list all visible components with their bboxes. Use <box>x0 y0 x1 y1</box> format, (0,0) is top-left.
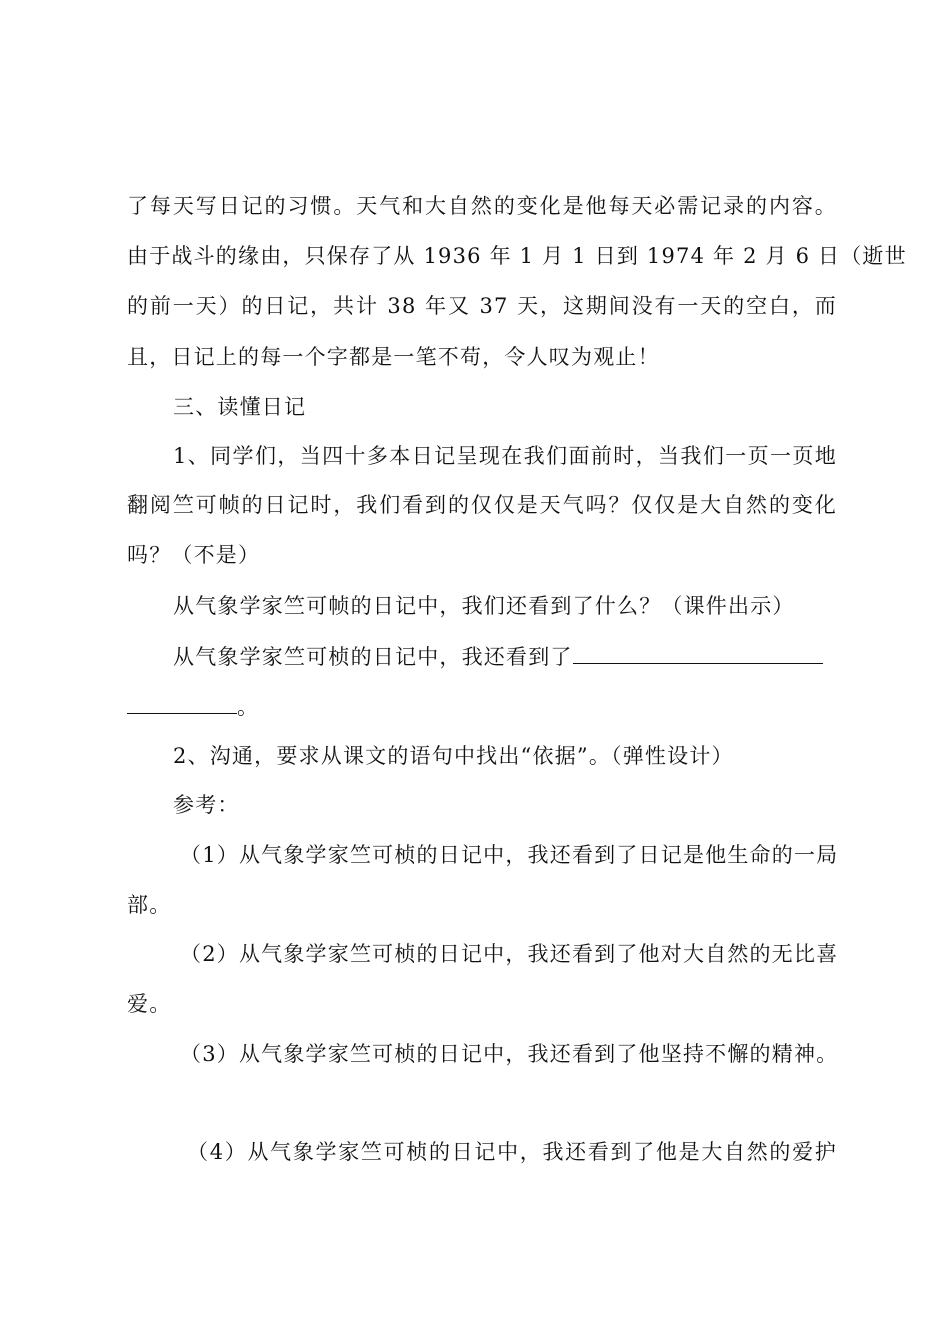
fill-in-end: 。 <box>237 695 260 719</box>
question-prompt: 从气象学家竺可帧的日记中，我们还看到了什么？（课件出示） <box>173 594 795 618</box>
question-line: 2、沟通，要求从课文的语句中找出“依据”。（弹性设计） <box>173 744 734 768</box>
paragraph-line: 且，日记上的每一个字都是一笔不苟，令人叹为观止！ <box>127 345 660 369</box>
answer-line: 部。 <box>127 893 172 917</box>
fill-in-blank <box>127 691 237 714</box>
reference-label: 参考： <box>173 793 240 817</box>
section-heading: 三、读懂日记 <box>173 395 307 419</box>
question-line: 1、同学们，当四十多本日记呈现在我们面前时，当我们一页一页地 <box>173 444 837 468</box>
answer-line: 爱。 <box>127 992 172 1016</box>
fill-in-line <box>173 641 837 672</box>
paragraph-line: 了每天写日记的习惯。天气和大自然的变化是他每天必需记录的内容。 <box>127 194 837 218</box>
question-line: 翻阅竺可帧的日记时，我们看到的仅仅是天气吗？仅仅是大自然的变化 <box>127 493 837 517</box>
fill-in-blank <box>573 641 823 664</box>
paragraph-line: 的前一天）的日记，共计 38 年又 37 天，这期间没有一天的空白，而 <box>127 294 837 318</box>
fill-in-line-continued <box>127 691 837 722</box>
answer-line: （4）从气象学家竺可桢的日记中，我还看到了他是大自然的爱护 <box>187 1140 837 1164</box>
fill-in-text: 从气象学家竺可桢的日记中，我还看到了 <box>173 645 573 669</box>
question-line: 吗？（不是） <box>127 543 261 567</box>
answer-line: （1）从气象学家竺可桢的日记中，我还看到了日记是他生命的一局 <box>180 843 839 867</box>
answer-line: （2）从气象学家竺可桢的日记中，我还看到了他对大自然的无比喜 <box>180 942 839 966</box>
answer-line: （3）从气象学家竺可桢的日记中，我还看到了他坚持不懈的精神。 <box>180 1042 839 1066</box>
paragraph-line: 由于战斗的缘由，只保存了从 1936 年 1 月 1 日到 1974 年 2 月 6 日（逝世 <box>127 244 907 268</box>
